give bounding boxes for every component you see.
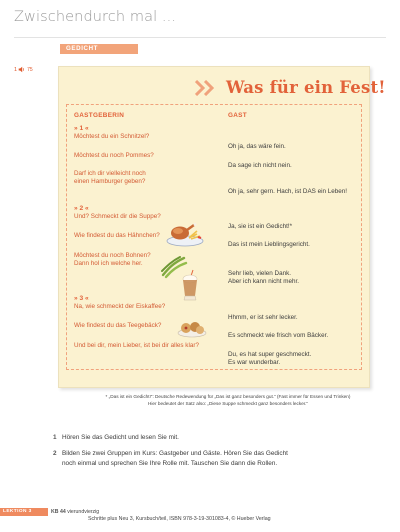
audio-track[interactable] bbox=[14, 66, 33, 73]
guest-line: Ja, sie ist ein Gedicht!* bbox=[228, 223, 293, 230]
task-2 bbox=[53, 449, 288, 468]
stanza-marker-3: » 3 « bbox=[74, 295, 89, 302]
task-text: Bilden Sie zwei Gruppen im Kurs: Gastgeber und Gäste. Hören Sie das Gedicht bbox=[62, 450, 288, 457]
audio-track-number: 75 bbox=[27, 66, 33, 73]
task-text: noch einmal und sprechen Sie Ihre Rolle mit. Tauschen Sie dann die Rollen. bbox=[62, 459, 278, 467]
guest-line: Du, es hat super geschmeckt. bbox=[228, 351, 312, 358]
host-line: Und? Schmeckt dir die Suppe? bbox=[74, 213, 161, 220]
task-number: 1 bbox=[53, 434, 57, 441]
footnote bbox=[88, 394, 368, 407]
footnote-line-1: * „Das ist ein Gedicht!“: Deutsche Redewendung für „Das ist ganz besonders gut.“ (Fast immer für Essen und Trinken) bbox=[105, 394, 351, 399]
guest-line: Hhmm, er ist sehr lecker. bbox=[228, 314, 298, 321]
guest-line: Sehr lieb, vielen Dank. bbox=[228, 270, 292, 277]
guest-line: Aber ich kann nicht mehr. bbox=[228, 278, 300, 285]
section-tag: GEDICHT bbox=[60, 44, 138, 54]
task-number: 2 bbox=[53, 450, 57, 457]
task-text: Hören Sie das Gedicht und lesen Sie mit. bbox=[62, 434, 179, 441]
copyright-line: Schritte plus Neu 3, Kursbuch/teil, ISBN 978-3-19-301083-4, © Hueber Verlag bbox=[88, 516, 271, 522]
host-line: Na, wie schmeckt der Eiskaffee? bbox=[74, 303, 166, 310]
iced-coffee-illustration bbox=[178, 268, 202, 304]
chevron-right-icon bbox=[195, 80, 217, 96]
poem-title: Was für ein Fest! bbox=[226, 78, 386, 97]
guest-line: Es war wunderbar. bbox=[228, 359, 281, 366]
speaker-icon bbox=[18, 66, 25, 73]
stanza-marker-1: » 1 « bbox=[74, 125, 89, 132]
stanza-marker-2: » 2 « bbox=[74, 205, 89, 212]
page-section-title: Zwischendurch mal ... bbox=[14, 9, 177, 25]
lesson-label: LEKTION 3 bbox=[0, 508, 48, 516]
column-header-host: GASTGEBERIN bbox=[74, 112, 125, 119]
kb-label: KB bbox=[51, 509, 59, 515]
guest-line: Oh ja, sehr gern. Hach, ist DAS ein Leben! bbox=[228, 188, 348, 195]
host-line: Dann hol ich welche her. bbox=[74, 260, 143, 267]
roast-chicken-illustration bbox=[165, 218, 205, 248]
host-line: Wie findest du das Teegebäck? bbox=[74, 322, 162, 329]
host-line: Wie findest du das Hähnchen? bbox=[74, 232, 160, 239]
host-line: einen Hamburger geben? bbox=[74, 178, 146, 185]
host-line: Und bei dir, mein Lieber, ist bei dir alles klar? bbox=[74, 342, 199, 349]
column-header-guest: GAST bbox=[228, 112, 247, 119]
host-line: Möchtest du noch Bohnen? bbox=[74, 252, 151, 259]
page-number-value: 44 bbox=[59, 509, 66, 515]
guest-line: Da sage ich nicht nein. bbox=[228, 162, 292, 169]
page-number-word: vierundvierzig bbox=[67, 509, 100, 515]
biscuits-illustration bbox=[176, 318, 208, 338]
audio-number: 1 bbox=[14, 66, 18, 73]
task-1 bbox=[53, 433, 179, 443]
guest-line: Das ist mein Lieblingsgericht. bbox=[228, 241, 310, 248]
guest-line: Oh ja, das wäre fein. bbox=[228, 143, 286, 150]
host-line: Möchtest du ein Schnitzel? bbox=[74, 133, 150, 140]
host-line: Möchtest du noch Pommes? bbox=[74, 152, 154, 159]
page-number bbox=[51, 508, 99, 516]
footnote-line-2: Hier bedeutet der Satz also: „Diese Suppe schmeckt ganz besonders lecker.“ bbox=[148, 400, 308, 406]
header-divider bbox=[14, 37, 386, 38]
guest-line: Es schmeckt wie frisch vom Bäcker. bbox=[228, 332, 329, 339]
host-line: Darf ich dir vielleicht noch bbox=[74, 170, 146, 177]
